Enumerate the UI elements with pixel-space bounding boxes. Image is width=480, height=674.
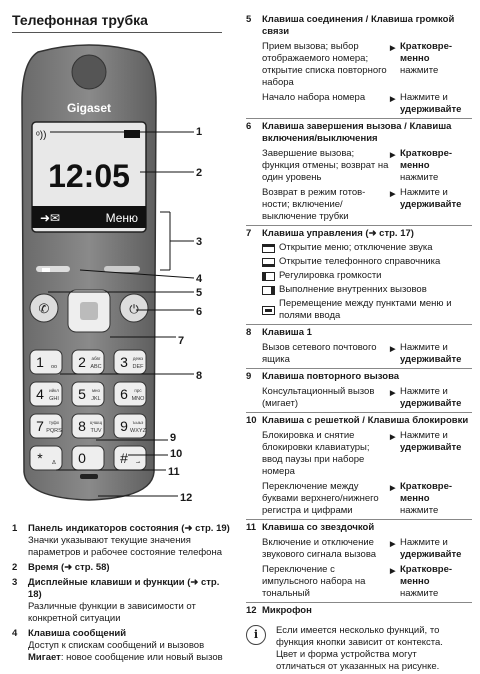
svg-text:GHI: GHI <box>49 396 59 402</box>
svg-text:✆: ✆ <box>38 301 50 316</box>
svg-text:7: 7 <box>36 418 44 434</box>
brand-logo: Gigaset <box>66 101 112 115</box>
control-key-icon <box>262 306 275 315</box>
svg-text:JKL: JKL <box>91 396 101 402</box>
control-key-icon <box>262 272 275 281</box>
microphone <box>80 474 98 479</box>
svg-text:0: 0 <box>78 450 86 466</box>
svg-text:цчшщ: цчшщ <box>89 420 103 425</box>
svg-text:PQRS: PQRS <box>46 428 62 434</box>
legend-item-2: 2 Время (➜ стр. 58) <box>12 562 110 573</box>
control-key-icon <box>262 286 275 295</box>
callout-7: 7 <box>178 335 185 347</box>
callout-6: 6 <box>196 306 203 318</box>
key-5 <box>72 382 104 406</box>
battery-icon <box>124 130 140 138</box>
control-key-icon <box>262 258 275 267</box>
svg-text:*: * <box>37 450 43 466</box>
svg-text:⊸: ⊸ <box>135 460 141 466</box>
key-1 <box>30 350 62 374</box>
svg-text:#: # <box>120 450 128 466</box>
svg-text:ийкл: ийкл <box>49 388 59 393</box>
clock: 12:05 <box>48 158 130 194</box>
key-2 <box>72 350 104 374</box>
section-5: 5 Клавиша соединения / Клавиша громкой связи Прием вызова; выбор отображаемого номера; открытие списка повторного набора ▶ Кратковре-менно нажмите Начало набора номера ▶ Нажмите и удерживайте <box>246 12 472 116</box>
svg-text:Δ: Δ <box>52 460 56 466</box>
svg-text:5: 5 <box>78 386 86 402</box>
callout-9: 9 <box>170 432 177 444</box>
control-key-item: Открытие телефонного справочника <box>262 256 472 268</box>
key-9 <box>114 414 147 438</box>
key-hash <box>114 446 146 470</box>
section-11: 11 Клавиша со звездочкой Включение и отключение звукового сигнала вызова ▶ Нажмите и удерживайте Переключение с импульсного набора на тональный ▶ Кратковре-менно нажмите <box>246 519 472 600</box>
svg-text:мно: мно <box>91 388 101 393</box>
legend-item-1: 1 Панель индикаторов состояния (➜ стр. 19) <box>12 523 230 534</box>
section-8: 8 Клавиша 1 Вызов сетевого почтового ящика ▶ Нажмите и удерживайте <box>246 324 472 366</box>
function-row: Консультационный вызов (мигает) ▶ Нажмите и удерживайте <box>262 386 462 409</box>
key-4 <box>30 382 62 406</box>
callout-5: 5 <box>196 287 203 299</box>
function-row: Прием вызова; выбор отображаемого номера; открытие списка повторного набора ▶ Кратковре-менно нажмите <box>262 41 453 88</box>
title-divider <box>12 32 222 33</box>
legend-item-4: 4 Клавиша сообщений <box>12 628 127 639</box>
section-9: 9 Клавиша повторного вызова Консультационный вызов (мигает) ▶ Нажмите и удерживайте <box>246 368 472 410</box>
callout-10: 10 <box>170 448 183 460</box>
svg-text:туфх: туфх <box>48 420 60 425</box>
svg-text:2: 2 <box>78 354 86 370</box>
legend-left: 1 Панель индикаторов состояния (➜ стр. 19) Значки указывают текущие значения параметров и рабочее состояние телефона 2 Время (➜ стр. 58) 3 Дисплейные клавиши и функции (➜ стр. 18) Различные функции в зависимости от конкретной ситуации 4 Клавиша сообщений Доступ к спискам сообщений и вызовов Мигает: новое сообщение или новый вызов <box>12 520 234 664</box>
section-10: 10 Клавиша с решеткой / Клавиша блокировки Блокировка и снятие блокировки клавиатуры; ввод паузы при наборе номера ▶ Нажмите и удерживайте Переключение между буквами верхнего/нижнего регистра и цифрами ▶ Кратковре-менно нажмите <box>246 412 472 517</box>
svg-text:4: 4 <box>36 386 44 402</box>
control-key-item: Регулировка громкости <box>262 270 472 282</box>
function-row: Переключение между буквами верхнего/нижнего регистра и цифрами ▶ Кратковре-менно нажмите <box>262 481 453 516</box>
page-title: Телефонная трубка <box>12 12 148 28</box>
control-key-icon <box>262 244 275 253</box>
section-12: 12 Микрофон <box>246 602 472 617</box>
info-note: i Если имеется несколько функций, то функция кнопки зависит от контекста. Цвет и форма устройства могут отличаться от указанных на рисунке. <box>246 625 472 673</box>
key-0 <box>72 446 104 470</box>
svg-text:ъыьэ: ъыьэ <box>132 420 144 425</box>
key-7 <box>30 414 62 438</box>
svg-text:ABC: ABC <box>90 364 102 370</box>
svg-text:абвг: абвг <box>91 356 101 361</box>
callout-1: 1 <box>196 126 203 138</box>
svg-text:8: 8 <box>78 418 86 434</box>
message-key <box>36 266 70 272</box>
key-8 <box>72 414 104 438</box>
svg-text:6: 6 <box>120 386 128 402</box>
function-row: Переключение с импульсного набора на тональный ▶ Кратковре-менно нажмите <box>262 564 453 599</box>
function-row: Включение и отключение звукового сигнала вызова ▶ Нажмите и удерживайте <box>262 537 462 560</box>
svg-text:3: 3 <box>120 354 128 370</box>
key-3 <box>114 350 146 374</box>
svg-text:9: 9 <box>120 418 128 434</box>
key-star <box>30 446 62 470</box>
section-7: 7 Клавиша управления (➜ стр. 17) Открытие меню; отключение звука Открытие телефонного справочника Регулировка громкости Выполнение внутренних вызовов Перемещение между пунктами меню и полями ввода <box>246 225 472 322</box>
svg-text:⏻: ⏻ <box>129 302 139 316</box>
envelope-icon: ➜✉ <box>40 211 61 225</box>
legend-item-3: 3 Дисплейные клавиши и функции (➜ стр. 18) <box>12 577 220 600</box>
function-row: Завершение вызова; функция отмены; возврат на один уровень ▶ Кратковре-менно нажмите <box>262 148 453 183</box>
softkey-menu: Меню <box>105 211 138 225</box>
svg-text:TUV: TUV <box>90 428 102 434</box>
info-icon: i <box>246 625 266 645</box>
function-row: Блокировка и снятие блокировки клавиатуры; ввод паузы при наборе номера ▶ Нажмите и удерживайте <box>262 430 462 477</box>
function-row: Вызов сетевого почтового ящика ▶ Нажмите и удерживайте <box>262 342 462 365</box>
svg-text:DEF: DEF <box>132 364 144 370</box>
callout-8: 8 <box>196 370 203 382</box>
handset-illustration <box>18 42 160 502</box>
svg-text:ᴏᴏ: ᴏᴏ <box>50 364 58 370</box>
svg-text:WXYZ: WXYZ <box>130 428 146 434</box>
function-row: Начало набора номера ▶ Нажмите и удерживайте <box>262 92 462 115</box>
callout-4: 4 <box>196 273 203 285</box>
control-key-item: Выполнение внутренних вызовов <box>262 284 472 296</box>
callout-2: 2 <box>196 167 203 179</box>
key-6 <box>114 382 146 406</box>
key-reference <box>246 10 472 673</box>
svg-text:дежз: дежз <box>132 356 144 361</box>
control-key-item: Перемещение между пунктами меню и полями ввода <box>262 298 472 322</box>
svg-text:1: 1 <box>36 354 44 370</box>
function-row: Возврат в режим готов-ности; включение/ выключение трубки ▶ Нажмите и удерживайте <box>262 187 462 222</box>
callout-11: 11 <box>168 466 180 478</box>
svg-text:MNO: MNO <box>131 396 145 402</box>
callout-12: 12 <box>180 492 193 504</box>
svg-text:прс: прс <box>134 388 142 393</box>
control-key-item: Открытие меню; отключение звука <box>262 242 472 254</box>
callout-3: 3 <box>196 236 203 248</box>
section-6: 6 Клавиша завершения вызова / Клавиша включения/выключения Завершение вызова; функция отмены; возврат на один уровень ▶ Кратковре-менно нажмите Возврат в режим готов-ности; включение/ выключение трубки ▶ Нажмите и удерживайте <box>246 118 472 223</box>
signal-icon: ᵒ)) <box>36 130 47 141</box>
softkey-right-bar <box>104 266 140 272</box>
